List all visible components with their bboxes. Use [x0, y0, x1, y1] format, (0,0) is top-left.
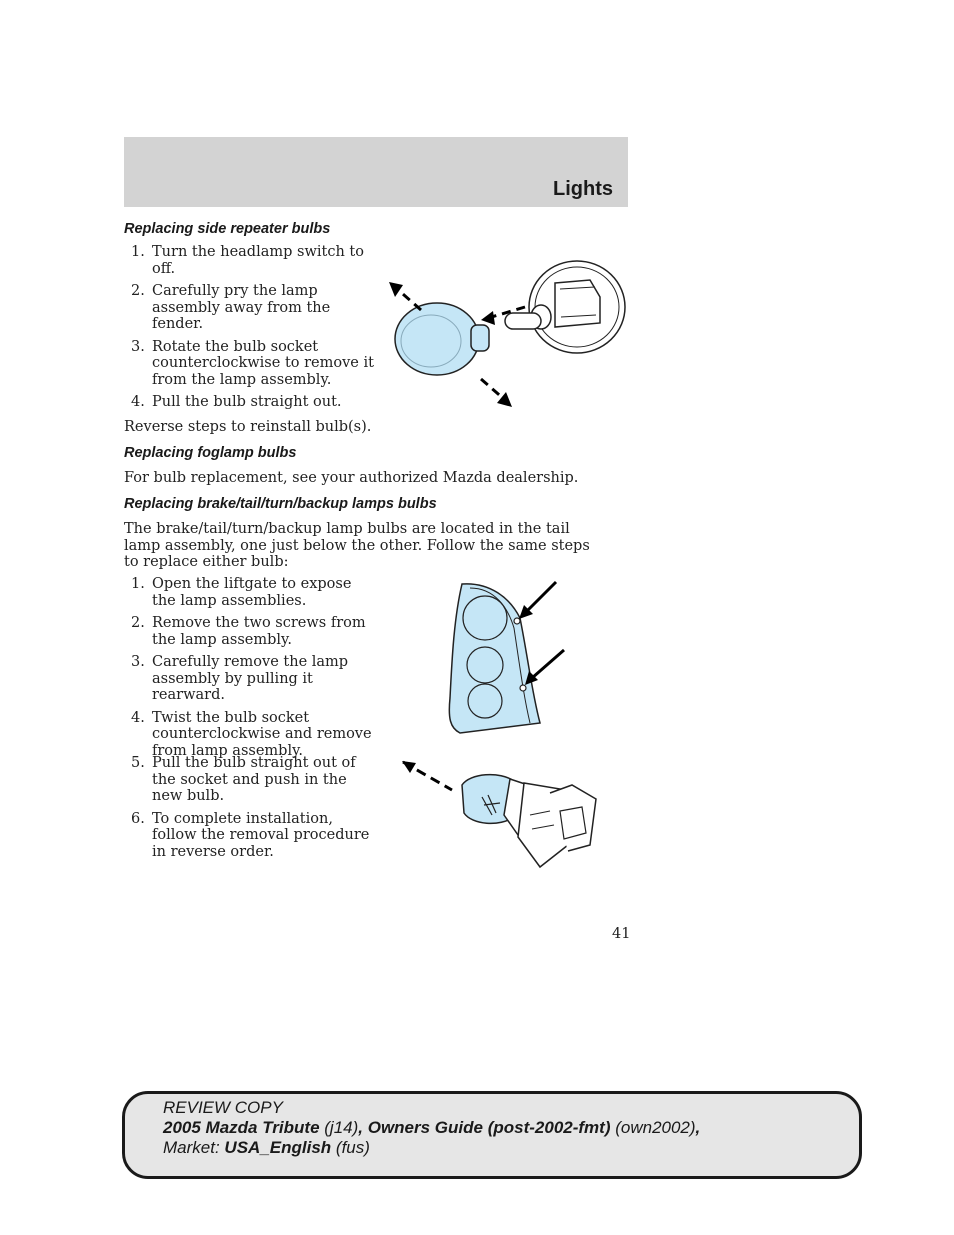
footer-market: USA_English: [224, 1138, 332, 1157]
brake-steps-b: [124, 755, 374, 866]
footer-market-code: (fus): [335, 1138, 370, 1157]
footer-model-code: (j14): [324, 1118, 359, 1137]
review-copy-label: REVIEW COPY: [163, 1098, 283, 1117]
brake-steps-a: [124, 576, 374, 765]
list-item: 1. Open the liftgate to expose the lamp assemblies.: [131, 576, 352, 609]
reinstall-note: Reverse steps to reinstall bulb(s).: [124, 419, 372, 435]
list-item: 3. Rotate the bulb socket counterclockwise to remove it from the lamp assembly.: [131, 338, 374, 388]
heading-side-repeater: Replacing side repeater bulbs: [124, 221, 331, 237]
list-item: 2. Carefully pry the lamp assembly away from the fender.: [131, 283, 331, 332]
footer-guide-code: (own2002): [615, 1118, 696, 1137]
list-item: 5. Pull the bulb straight out of the socket and push in the new bulb.: [131, 755, 356, 804]
tail-lamp-illustration: [440, 578, 570, 738]
list-item: 2. Remove the two screws from the lamp assembly.: [131, 615, 366, 648]
footer-guide: , Owners Guide (post-2002-fmt): [358, 1118, 611, 1137]
list-item: 3. Carefully remove the lamp assembly by pulling it rearward.: [131, 654, 349, 703]
list-item: 4. Pull the bulb straight out.: [131, 394, 342, 410]
footer-market-label: Market:: [163, 1138, 220, 1157]
foglamp-text: For bulb replacement, see your authorized Mazda dealership.: [124, 470, 579, 486]
section-title: Lights: [553, 178, 613, 200]
heading-foglamp: Replacing foglamp bulbs: [124, 445, 297, 461]
side-repeater-steps: [124, 244, 379, 417]
list-item: 6. To complete installation, follow the removal procedure in reverse order.: [131, 810, 370, 860]
brake-intro: The brake/tail/turn/backup lamp bulbs are located in the tail lamp assembly, one just below the other. Follow the same steps to replace either bulb:: [124, 521, 590, 570]
side-repeater-illustration: [385, 255, 635, 415]
page-number: 41: [612, 926, 631, 942]
bulb-socket-illustration: [400, 755, 605, 875]
review-copy-footer: [122, 1091, 862, 1179]
heading-brake-lamps: Replacing brake/tail/turn/backup lamps bulbs: [124, 496, 437, 512]
list-item: 4. Twist the bulb socket counterclockwise and remove from lamp assembly.: [131, 709, 372, 759]
section-header-bar: [124, 137, 628, 207]
footer-text: REVIEW COPY 2005 Mazda Tribute (j14), Owners Guide (post-2002-fmt) (own2002), Market: USA_English (fus): [163, 1098, 701, 1157]
list-item: 1. Turn the headlamp switch to off.: [131, 244, 364, 277]
footer-model: 2005 Mazda Tribute: [163, 1118, 320, 1137]
